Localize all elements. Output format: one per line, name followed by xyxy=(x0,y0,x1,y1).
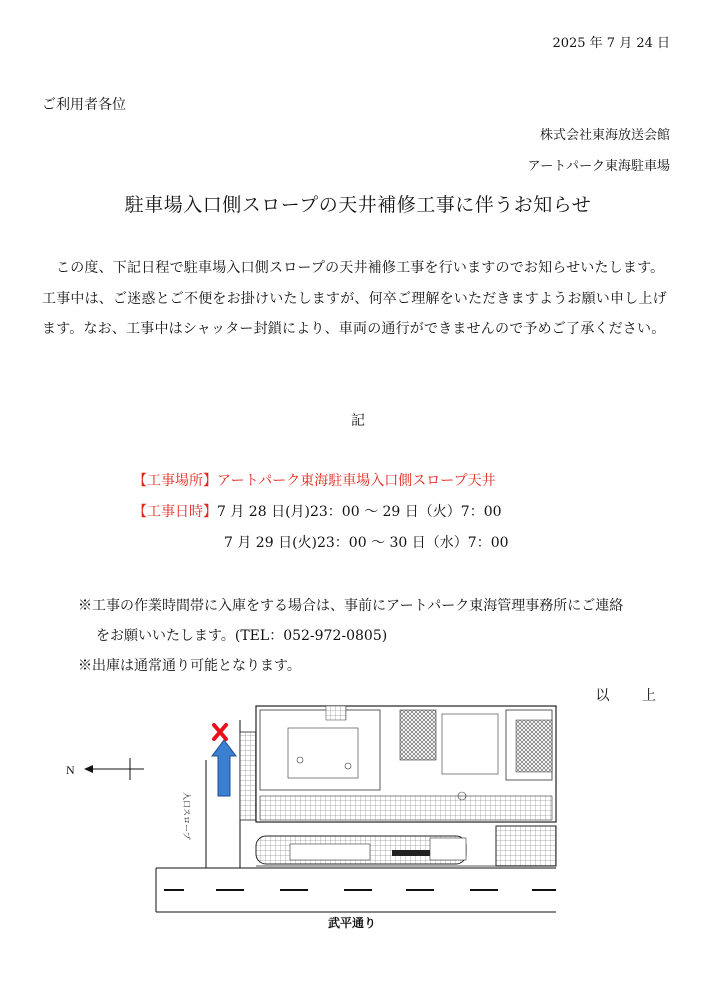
datetime-label: 【工事日時】 xyxy=(133,504,217,520)
note-exit: ※出庫は通常通り可能となります。 xyxy=(78,658,301,674)
notice-body: この度、下記日程で駐車場入口側スロープの天井補修工事を行いますのでお知らせいたします。工事中は、ご迷惑とご不便をお掛けいたしますが、何卒ご理解をいただきますようお願い申し上げます。なお、工事中はシャッター封鎖により、車両の通行ができませんので予めご了承ください。 xyxy=(42,260,667,337)
ki-heading: 記 xyxy=(351,413,365,429)
location-value: アートパーク東海駐車場入口側スロープ天井 xyxy=(217,473,496,489)
entry-direction-arrow-icon xyxy=(212,740,236,796)
addressee: ご利用者各位 xyxy=(42,97,126,113)
entrance-slope xyxy=(182,720,240,868)
construction-location xyxy=(133,470,496,490)
location-label: 【工事場所】 xyxy=(133,473,217,489)
north-label: N xyxy=(66,763,75,777)
datetime-value-1: 7 月 28 日(月)23：00 〜 29 日（火）7：00 xyxy=(217,504,502,520)
page-title: 駐車場入口側スロープの天井補修工事に伴うお知らせ xyxy=(124,194,592,216)
note-entry-line2: をお願いいたします。(TEL：052-972-0805) xyxy=(96,628,388,644)
slope-label: 入口スロープ xyxy=(182,792,191,840)
construction-location-marker-icon xyxy=(214,725,226,739)
street-label: 武平通り xyxy=(328,916,377,930)
site-map xyxy=(60,700,580,940)
sender-company: 株式会社東海放送会館 xyxy=(539,128,670,143)
construction-datetime-2: 7 月 29 日(火)23：00 〜 30 日（水）7：00 xyxy=(224,535,509,551)
sender-facility: アートパーク東海駐車場 xyxy=(527,159,670,174)
north-indicator xyxy=(66,758,144,780)
note-entry-line1: ※工事の作業時間帯に入庫をする場合は、事前にアートパーク東海管理事務所にご連絡 xyxy=(78,598,624,614)
street xyxy=(156,868,556,930)
construction-datetime-1 xyxy=(133,501,502,521)
building-floorplan xyxy=(240,706,556,866)
document-date: 2025 年 7 月 24 日 xyxy=(552,36,670,51)
closing-ijo: 以 上 xyxy=(595,688,670,704)
